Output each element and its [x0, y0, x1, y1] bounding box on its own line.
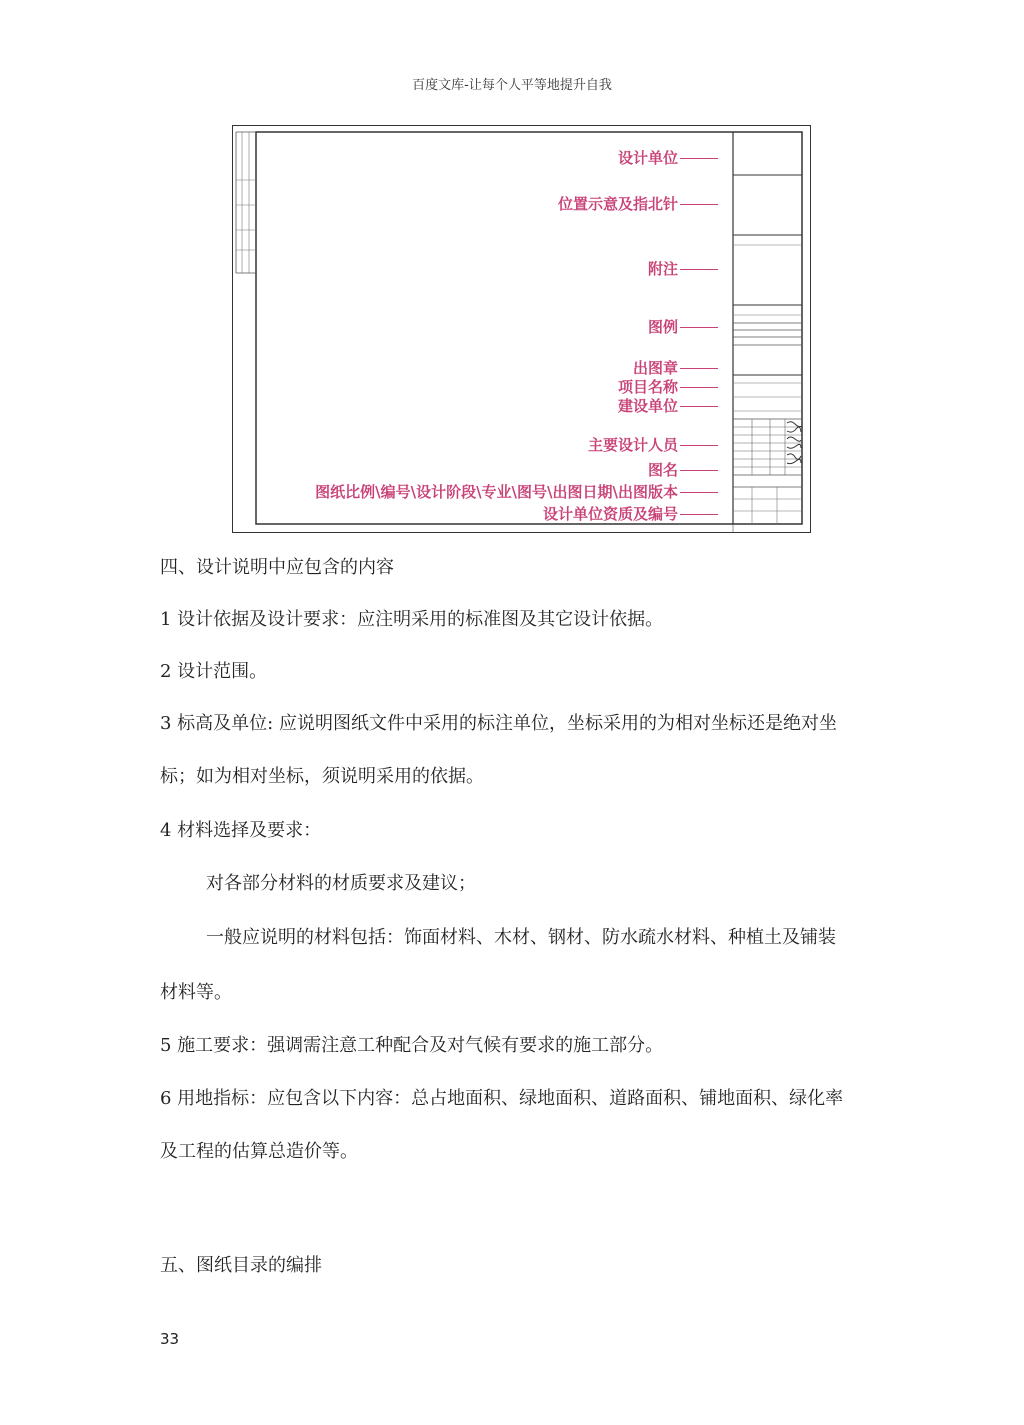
label-drawing-name: 图名	[648, 461, 718, 479]
section4-title: 四、设计说明中应包含的内容	[160, 557, 394, 578]
label-client: 建设单位	[618, 397, 718, 415]
label-project-name: 项目名称	[618, 378, 718, 396]
item4-sub2-text-line1: 一般应说明的材料包括：饰面材料、木材、钢材、防水疏水材料、种植土及铺装	[206, 927, 836, 948]
label-design-unit: 设计单位	[618, 149, 718, 167]
page-header: 百度文库-让每个人平等地提升自我	[412, 78, 612, 93]
section5-title: 五、图纸目录的编排	[160, 1255, 322, 1276]
item1-text: 1 设计依据及设计要求：应注明采用的标准图及其它设计依据。	[160, 609, 664, 630]
label-drawing-info: 图纸比例\编号\设计阶段\专业\图号\出图日期\出图版本	[315, 483, 718, 501]
label-notes: 附注	[648, 260, 718, 278]
item3-text-line2: 标；如为相对坐标，须说明采用的依据。	[160, 766, 484, 787]
item4-text: 4 材料选择及要求：	[160, 820, 322, 841]
drawing-title-block-figure	[232, 125, 811, 533]
item2-text: 2 设计范围。	[160, 661, 268, 682]
item5-text: 5 施工要求：强调需注意工种配合及对气候有要求的施工部分。	[160, 1035, 664, 1056]
label-issue-stamp: 出图章	[633, 359, 718, 377]
item4-sub2-text-line2: 材料等。	[160, 982, 232, 1003]
label-qualification: 设计单位资质及编号	[543, 505, 718, 523]
label-location-north: 位置示意及指北针	[558, 195, 718, 213]
item6-text-line2: 及工程的估算总造价等。	[160, 1141, 358, 1162]
item4-sub1-text: 对各部分材料的材质要求及建议；	[206, 873, 476, 894]
label-legend: 图例	[648, 318, 718, 336]
item6-text-line1: 6 用地指标：应包含以下内容：总占地面积、绿地面积、道路面积、铺地面积、绿化率	[160, 1088, 844, 1109]
page-number: 33	[160, 1330, 180, 1348]
drawing-frame	[232, 125, 811, 533]
item3-text-line1: 3 标高及单位: 应说明图纸文件中采用的标注单位，坐标采用的为相对坐标还是绝对坐	[160, 713, 837, 734]
label-designers: 主要设计人员	[588, 436, 718, 454]
